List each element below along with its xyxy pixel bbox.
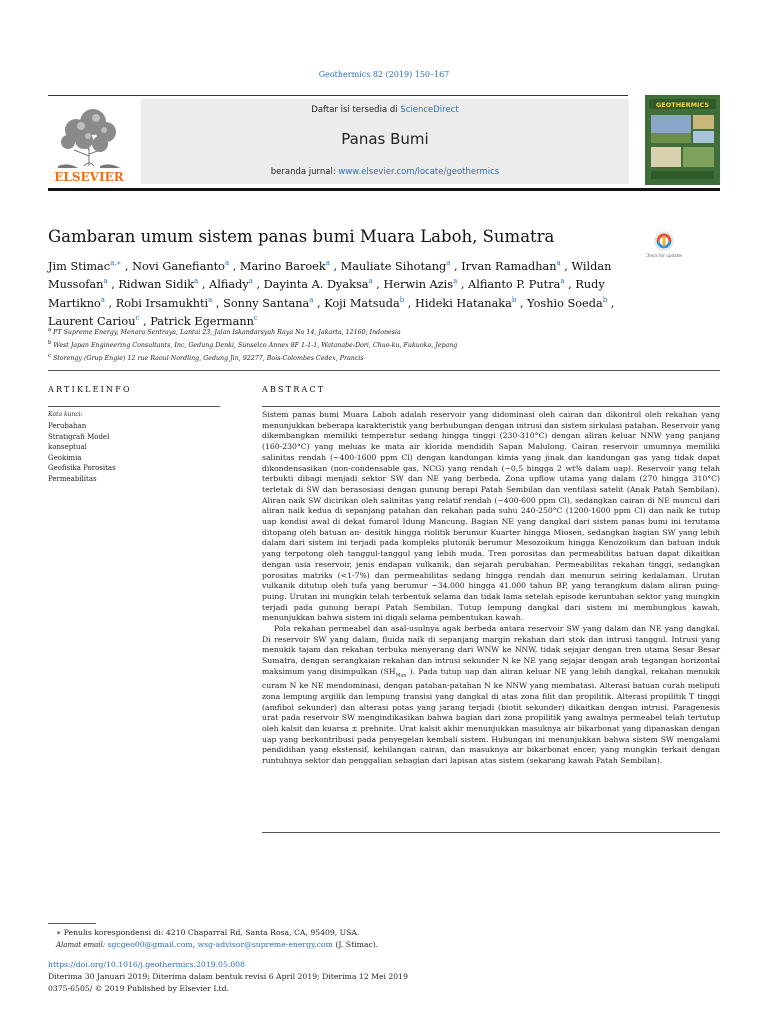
author-affiliation-mark[interactable]: b — [602, 295, 608, 304]
doi-link[interactable]: https://doi.org/10.1016/j.geothermics.2019.05.008 — [48, 960, 245, 969]
keyword: Permeabilitas — [48, 474, 97, 483]
abstract-heading: ABSTRACT — [262, 385, 326, 394]
author-name[interactable]: Dayinta A. Dyaksa — [263, 278, 369, 292]
affiliation-mark: a — [48, 327, 52, 333]
keyword-list — [48, 421, 218, 484]
author-affiliation-mark[interactable]: b — [399, 295, 405, 304]
keyword: Perubahan — [48, 422, 87, 430]
author-affiliation-mark[interactable]: c — [135, 313, 140, 322]
keyword: Geokimia — [48, 453, 82, 462]
footnote-divider — [48, 923, 96, 924]
author-affiliation-mark[interactable]: a — [248, 277, 253, 286]
homepage-prefix: beranda jurnal: — [270, 167, 339, 177]
availability-prefix: Daftar isi tersedia di — [311, 105, 401, 115]
abstract-divider — [262, 406, 720, 407]
keyword: Geofisika Porositas — [48, 464, 116, 472]
correspondence-address: Penulis korespondensi di: 4210 Chaparral Rd, Santa Rosa, CA, 95409, USA. — [63, 928, 360, 937]
journal-cover-image[interactable] — [645, 95, 720, 185]
homepage-link[interactable]: www.elsevier.com/locate/geothermics — [338, 167, 500, 177]
affiliation: $^b$ West Japan Engineering Consultants, Inc, Gedung Denki, Sunselco Annex 8F 1-1-1, Watanabe-Dori, Chuo-ku, Fukuoka, Jepang — [48, 340, 458, 350]
section-divider — [48, 370, 720, 371]
author-affiliation-mark[interactable]: a — [224, 259, 230, 267]
author-name[interactable]: Herwin Azis — [383, 278, 454, 292]
crossmark-icon[interactable] — [646, 228, 682, 264]
author-name[interactable]: Irvan Ramadhan — [461, 259, 557, 273]
copyright-notice: 0375-6505/ © 2019 Published by Elsevier Ltd. — [48, 984, 229, 993]
affiliation: $^a$ PT Supreme Energy, Menara Sentraya, Lantai 23, Jalan Iskandarsyah Raya No 14, Jakarta, 12160, Indonesia — [48, 327, 401, 337]
journal-header — [141, 99, 629, 184]
author-list: Jim Stimac$^{a,∗}$ , Novi Ganefianto$^a$ , Marino Baroek$^a$ , Mauliate Sihotang$^a$ , Irvan Ramadhan$^a$ , Wildan Mussofan$^a$ , Ridwan Sidik$^a$ , Alfiady$^a$ , Dayinta A. Dyaksa$^a$ , Herwin Azis$^a$ , Alfianto P. Putra$^a$ , Rudy Martikno$^a$ , Robi Irsamukhti$^a$ , Sonny Santana$^a$ , Koji Matsuda$^b$ , Hideki Hatanaka$^b$ , Yoshio Soeda$^b$ , Laurent Cariou$^c$ , Patrick Egermann$^c$ — [48, 259, 615, 328]
journal-title: Panas Bumi — [341, 130, 429, 148]
author-name[interactable]: Sonny Santana — [223, 296, 310, 310]
author-name[interactable]: Hideki Hatanaka — [415, 296, 512, 310]
author-name[interactable]: Robi Irsamukhti — [115, 296, 209, 310]
crossmark-label: Check for updates — [646, 253, 682, 258]
sciencedirect-link[interactable]: ScienceDirect — [400, 105, 459, 115]
footnote: ∗ Penulis korespondensi di: 4210 Chaparral Rd, Santa Rosa, CA, 95409, USA. Alamat email: sgcgeo00@gmail.com, wsg-advisor@supreme-energy.com (J. Stimac). — [56, 928, 379, 949]
author-name[interactable]: Alfianto P. Putra — [468, 278, 561, 292]
author-affiliation-mark[interactable]: a — [446, 259, 451, 267]
author-affiliation-mark[interactable]: a,∗ — [110, 259, 122, 267]
author-name[interactable]: Alfiady — [209, 278, 249, 292]
homepage-line — [141, 167, 629, 177]
author-name[interactable]: Patrick Egermann — [150, 314, 254, 328]
header-divider — [48, 188, 720, 191]
author-name[interactable]: Laurent Cariou — [48, 314, 136, 328]
article-title: Gambaran umum sistem panas bumi Muara Laboh, Sumatra — [48, 227, 555, 246]
author-affiliation-mark[interactable]: a — [194, 277, 199, 286]
email-link-2[interactable]: wsg-advisor@supreme-energy.com — [197, 940, 333, 949]
author-affiliation-mark[interactable]: c — [253, 313, 258, 322]
author-name[interactable]: Rudy Martikno — [48, 278, 605, 310]
author-name[interactable]: Ridwan Sidik — [118, 278, 195, 292]
author-name[interactable]: Yoshio Soeda — [527, 296, 603, 310]
author-affiliation-mark[interactable]: a — [325, 259, 330, 267]
cover-title: GEOTHERMICS — [655, 101, 710, 109]
keyword: Stratigrafi Model — [48, 432, 110, 441]
author-affiliation-mark[interactable]: a — [556, 259, 561, 267]
elsevier-logo[interactable] — [48, 100, 130, 184]
article-info-divider — [48, 406, 220, 407]
author-affiliation-mark[interactable]: a — [100, 295, 105, 304]
author-name[interactable]: Marino Baroek — [239, 259, 326, 273]
author-name[interactable]: Koji Matsuda — [324, 296, 400, 310]
top-divider — [48, 95, 628, 96]
footnote-marker: ∗ — [56, 928, 62, 937]
affiliation-list — [48, 325, 708, 364]
abstract-bottom-divider — [262, 832, 720, 833]
author-affiliation-mark[interactable]: b — [511, 295, 517, 304]
availability-line — [141, 105, 629, 115]
author-affiliation-mark[interactable]: a — [103, 277, 108, 286]
elsevier-wordmark: ELSEVIER — [54, 170, 124, 184]
author-name[interactable]: Mauliate Sihotang — [340, 259, 447, 273]
author-affiliation-mark[interactable]: a — [368, 277, 373, 286]
affiliation: $^c$ Storengy (Grup Engie) 12 rue Raoul Nordling, Gedung Jin, 92277, Bois-Colombes Cedex, Prancis — [48, 353, 364, 363]
author-affiliation-mark[interactable]: a — [453, 277, 458, 286]
author-affiliation-mark[interactable]: a — [208, 295, 213, 304]
affiliation-mark: b — [48, 340, 52, 347]
author-affiliation-mark[interactable]: a — [560, 277, 565, 286]
abstract-paragraph: Sistem panas bumi Muara Laboh adalah reservoir yang didominasi oleh cairan dan dikontrol oleh rekahan yang menunjukkan beberapa karakteristik yang berhubungan dengan intrusi dan sistem sirkulasi patahan. Reservoir yang dikembangkan memiliki temperatur sedang hingga tinggi (230-310°C) dengan aliran keluar NNW yang panjang (160-230°C) yang meluas ke mata air klorida mendidih Sapan Malulong. Cairan reservoir umumnya memiliki salinitas rendah (~400-1600 ppm Cl) dengan kandungan kimia yang jinak dan kandungan gas yang tidak dapat dikondensasikan (non-condensable gas, NCG) yang rendah (~0,5 hingga 2 wt% dalam uap). Reservoir yang telah terbukti dibagi menjadi sektor SW dan NE yang berbeda. Zona upflow utama yang dalam (270 hingga 310°C) terletak di SW dan berasosiasi dengan gunung berapi Patah Sembilan dan ventilasi satelit (Anak Patah Sembilan). Aliran naik SW dicirikan oleh salinitas yang relatif rendah (~400-600 ppm Cl), sedangkan cairan di NE muncul dari aliran naik kedua di sepanjang patahan dan rekahan pada suhu 240-250°C (1200-1600 ppm Cl) dan naik ke tutup uap kondisi awal di dekat fumarol Idung Mancung. Bagian NE yang dangkal dari sistem panas bumi ini terutama ditopang oleh batuan an- desitik hingga riolitik berumur Kuarter hingga Miosen, sedangkan bagian SW yang lebih dalam dari sistem ini terjadi pada kompleks plutonik berumur Mesozoikum hingga Kenozoikum dan batuan induk yang terpotong oleh tanggul-tanggul yang lebih muda. Tren porositas dan permeabilitas batuan dapat dikaitkan dengan usia reservoir, jenis endapan vulkanik, dan sejarah perubahan. Permeabilitas rekahan tinggi, sedangkan porositas matriks (<1-7%) dan permeabilitas sedang hingga rendah dan menurun seiring kedalaman. Urutan vulkanik ditutup oleh tufa yang berumur ~34.000 hingga 41.000 tahun BP, yang terangkum dalam aliran puing-puing. Urutan ini mungkin telah terbentuk selama dan tidak lama setelah episode keruntuhan sektor yang mungkin terjadi pada gunung berapi Patah Sembilan. Tutup lempung dangkal dari sistem ini membungkus kawah, menunjukkan bahwa sistem ini digali selama pembentukan kawah. — [262, 410, 720, 623]
email-label: Alamat email: — [56, 941, 106, 949]
article-info-heading: ARTIKLEINFO — [48, 385, 132, 394]
author-name[interactable]: Wildan Mussofan — [48, 259, 612, 292]
keywords-label: Kata kunci: — [48, 411, 83, 418]
affiliation-mark: c — [48, 353, 51, 360]
author-affiliation-mark[interactable]: a — [309, 295, 314, 304]
author-name[interactable]: Novi Ganefianto — [132, 259, 225, 273]
email-link-1[interactable]: sgcgeo00@gmail.com — [107, 940, 193, 949]
keyword: konseptual — [48, 443, 87, 451]
received-dates: Diterima 30 Januari 2019; Diterima dalam bentuk revisi 6 April 2019; Diterima 12 Mei 2019 — [48, 972, 408, 981]
journal-reference[interactable]: Geothermics 82 (2019) 150–167 — [318, 70, 450, 79]
abstract-body — [262, 410, 720, 767]
email-suffix: (J. Stimac). — [332, 940, 379, 949]
abstract-paragraph: Pola rekahan permeabel dan asal-usulnya agak berbeda antara reservoir SW yang dalam dan NE yang dangkal. Di reservoir SW yang dalam, fluida naik di sepanjang margin rekahan dari stok dan intrusi tanggul. Intrusi yang menukik tajam dan rekahan terbuka menyerang dari WNW ke NNW, tidak sejajar dengan tren utama Sesar Besar Sumatra, dengan serangkaian rekahan dan intrusi sekunder N ke NE yang sejajar dengan arah tegangan horizontal maksimum yang disimpulkan ($SH_{Max}$ ). Pada tutup uap dan aliran keluar NE yang lebih dangkal, rekahan menukik curam N ke NE mendominasi, dengan patahan-patahan N ke NNW yang membatasi. Alterasi batuan curah meliputi zona lempung argilik dan lempung transisi yang dangkal di atas zona filit dan propilitik. Alterasi propilitik T tinggi (amfibol sekunder) dan alterasi potas yang jarang terjadi (biotit sekunder) dikaitkan dengan intrusi. Paragenesis urat pada reservoir SW mengindikasikan bahwa bagian dari zona propilitik yang awalnya permeabel telah tertutup oleh kalsit dan kuarsa ± prehnite. Urat kalsit akhir menunjukkan masuknya air bikarbonat yang dipanaskan dengan uap yang berkontribusi pada penyegelan kembali sistem. Hubungan ini menunjukkan bahwa sistem SW mengalami pendidihan yang ekstensif, kehilangan cairan, dan masuknya air bikarbonat encer, yang mungkin terkait dengan runtuhnya sektor dan penggalian sebagian dari lapisan atas sistem (sekarang kawah Patah Sembilan). — [262, 624, 720, 766]
author-name[interactable]: Jim Stimac — [48, 259, 111, 273]
